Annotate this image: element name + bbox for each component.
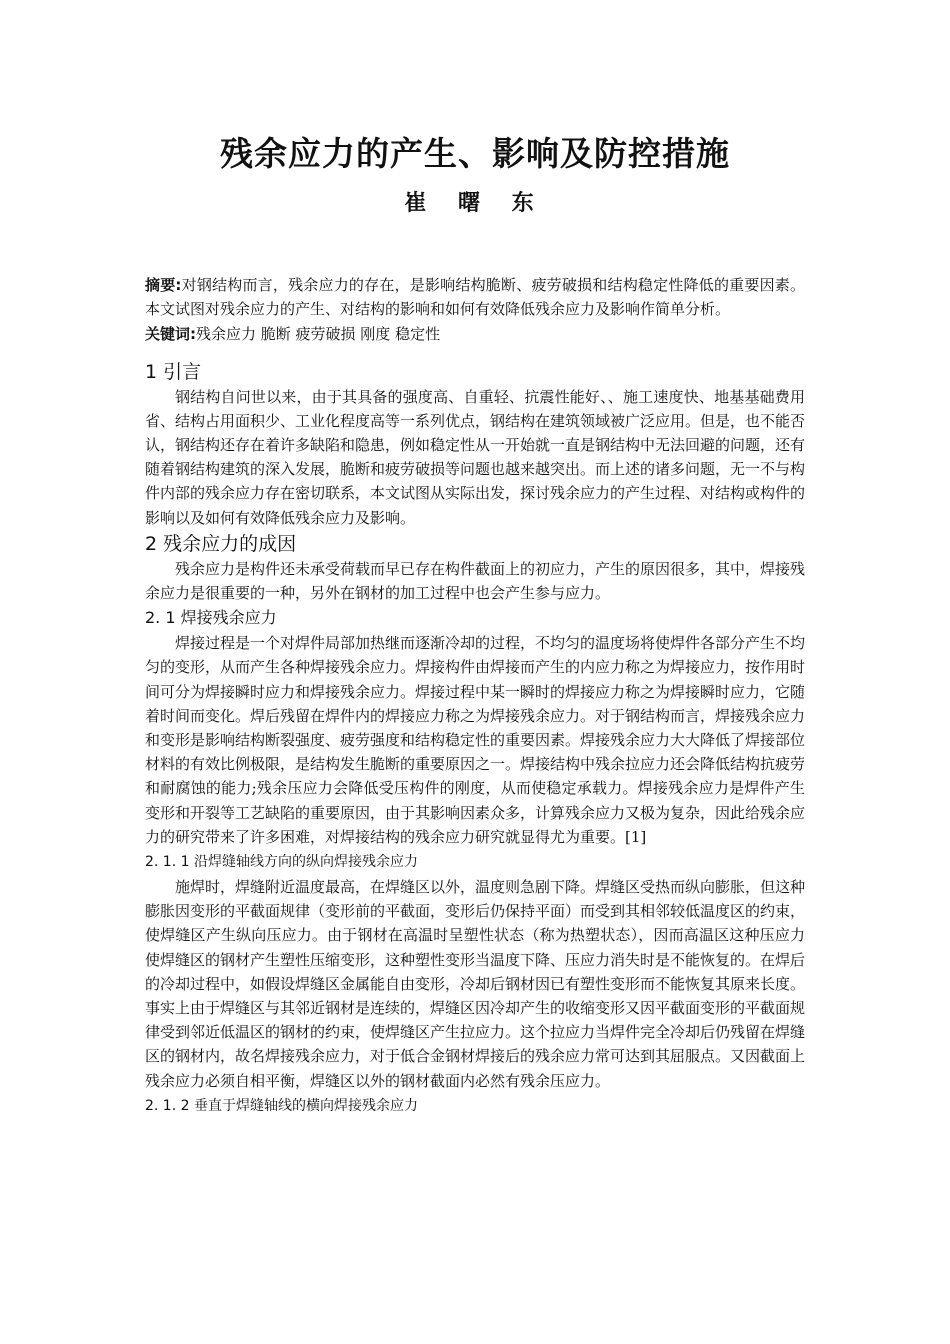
abstract [145,273,805,321]
abstract-text: 对钢结构而言，残余应力的存在，是影响结构脆断、疲劳破损和结构稳定性降低的重要因素。本文试图对残余应力的产生、对结构的影响和如何有效降低残余应力及影响作简单分析。 [145,276,805,319]
section-paragraph-2-1: 焊接过程是一个对焊件局部加热继而逐渐冷却的过程，不均匀的温度场将使焊件各部分产生不均匀的变形，从而产生各种焊接残余应力。焊接构件由焊接而产生的内应力称之为焊接应力，按作用时间可分为焊接瞬时应力和焊接残余应力。焊接过程中某一瞬时的焊接应力称之为焊接瞬时应力，它随着时间而变化。焊后残留在焊件内的焊接应力称之为焊接残余应力。对于钢结构而言，焊接残余应力和变形是影响结构断裂强度、疲劳强度和结构稳定性的重要因素。焊接残余应力大大降低了焊接部位材料的有效比例极限，是结构发生脆断的重要原因之一。焊接结构中残余拉应力还会降低结构抗疲劳和耐腐蚀的能力;残余压应力会降低受压构件的刚度，从而使稳定承载力。焊接残余应力是焊件产生变形和开裂等工艺缺陷的重要原因，由于其影响因素众多，计算残余应力又极为复杂，因此给残余应力的研究带来了许多困难，对焊接结构的残余应力研究就显得尤为重要。[1] [145,634,806,846]
section-heading-2-1: 2. 1 焊接残余应力 [145,608,277,628]
section-heading-2-1-2: 2. 1. 2 垂直于焊缝轴线的横向焊接残余应力 [145,1097,418,1114]
paper-title: 残余应力的产生、影响及防控措施 [220,134,730,173]
section-heading-1: 1 引言 [145,360,202,383]
section-paragraph-2: 残余应力是构件还未承受荷载而早已存在构件截面上的初应力，产生的原因很多，其中，焊接残余应力是很重要的一种，另外在钢材的加工过程中也会产生参与应力。 [145,559,806,603]
section-heading-2: 2 残余应力的成因 [145,532,297,555]
section-paragraph-2-1-1: 施焊时，焊缝附近温度最高，在焊缝区以外，温度则急剧下降。焊缝区受热而纵向膨胀，但这种膨胀因变形的平截面规律（变形前的平截面，变形后仍保持平面）而受到其相邻较低温度区的约束，使焊缝区产生纵向压应力。由于钢材在高温时呈塑性状态（称为热塑状态），因而高温区这种压应力使焊缝区的钢材产生塑性压缩变形，这种塑性变形当温度下降、压应力消失时是不能恢复的。在焊后的冷却过程中，如假设焊缝区金属能自由变形，冷却后钢材因已有塑性变形而不能恢复其原来长度。事实上由于焊缝区与其邻近钢材是连续的，焊缝区因冷却产生的收缩变形又因平截面变形的平截面规律受到邻近低温区的钢材的约束，使焊缝区产生拉应力。这个拉应力当焊件完全冷却后仍残留在焊缝区的钢材内，故名焊接残余应力，对于低合金钢材焊接后的残余应力常可达到其屈服点。又因截面上残余应力必须自相平衡，焊缝区以外的钢材截面内必然有残余压应力。 [145,878,806,1090]
section-paragraph-1: 钢结构自问世以来，由于其具备的强度高、自重轻、抗震性能好、、施工速度快、地基基础费用省、结构占用面积少、工业化程度高等一系列优点，钢结构在建筑领域被广泛应用。但是，也不能否认，钢结构还存在着许多缺陷和隐患，例如稳定性从一开始就一直是钢结构中无法回避的问题，还有随着钢结构建筑的深入发展，脆断和疲劳破损等问题也越来越突出。而上述的诸多问题，无一不与构件内部的残余应力存在密切联系，本文试图从实际出发，探讨残余应力的产生过程、对结构或构件的影响以及如何有效降低残余应力及影响。 [145,387,806,527]
paper-body [145,273,805,1119]
author-name: 崔 曙 东 [404,191,546,216]
section-heading-2-1-1: 2. 1. 1 沿焊缝轴线方向的纵向焊接残余应力 [145,854,418,871]
keywords-text: 残余应力 脆断 疲劳破损 刚度 稳定性 [196,325,441,344]
keywords-label: 关键词: [145,325,196,344]
abstract-label: 摘要: [145,276,182,294]
keywords [145,322,805,346]
